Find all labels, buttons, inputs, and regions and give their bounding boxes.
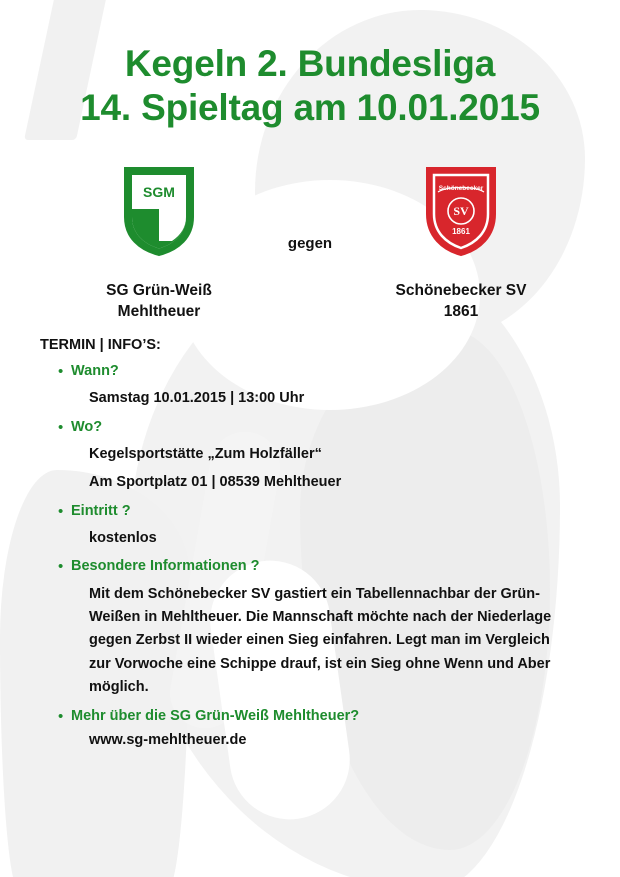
- info-heading: TERMIN | INFO’S:: [40, 337, 161, 354]
- info-item: [58, 708, 580, 726]
- info-answer: Am Sportplatz 01 | 08539 Mehltheuer: [89, 474, 342, 491]
- bullet-icon: •: [58, 418, 64, 436]
- bullet-icon: •: [58, 707, 64, 725]
- ssv-crest-year-text: 1861: [452, 227, 470, 237]
- poster-title: [0, 0, 620, 129]
- info-answer: Samstag 10.01.2015 | 13:00 Uhr: [89, 390, 305, 407]
- info-question: Eintritt ?: [71, 502, 131, 519]
- bullet-icon: •: [58, 558, 64, 576]
- home-team-crest: [64, 157, 254, 265]
- bullet-icon: •: [58, 502, 64, 520]
- website-url[interactable]: www.sg-mehltheuer.de: [89, 731, 247, 748]
- info-answer: kostenlos: [89, 529, 157, 546]
- info-item: [58, 419, 580, 437]
- away-team-crest: [366, 157, 556, 265]
- info-question: Besondere Informationen ?: [71, 558, 260, 575]
- sgm-crest-text: SGM: [143, 184, 175, 201]
- sgm-crest-icon: [122, 165, 196, 257]
- info-item: [58, 503, 580, 521]
- info-item: [58, 558, 580, 576]
- home-team-name-line2: Mehltheuer: [117, 303, 201, 321]
- ssv-crest-icon: [423, 164, 499, 258]
- home-team: [64, 157, 254, 323]
- title-line-1: Kegeln 2. Bundesliga: [124, 43, 496, 84]
- info-section: [0, 337, 620, 751]
- title-line-2: 14. Spieltag am 10.01.2015: [80, 86, 540, 128]
- info-question: Mehr über die SG Grün-Weiß Mehltheuer?: [71, 707, 360, 724]
- info-question: Wo?: [71, 418, 103, 435]
- info-question: Wann?: [71, 363, 119, 380]
- info-answer: Mit dem Schönebecker SV gastiert ein Tabellennachbar der Grün-Weißen in Mehltheuer. Die Mannschaft möchte nach der Niederlage gegen Zerbst II wieder einen Sieg einfahren. Legt man im Vergleich zur Vorwoche eine Schippe drauf, ist ein Sieg ohne Wenn und Aber möglich.: [89, 586, 552, 695]
- bullet-icon: •: [58, 363, 64, 381]
- away-team: [366, 157, 556, 323]
- info-answer: Kegelsportstätte „Zum Holzfäller“: [89, 445, 322, 462]
- versus-label: gegen: [287, 235, 333, 253]
- away-team-name-line2: 1861: [443, 303, 479, 321]
- ssv-crest-mid-text: SV: [453, 204, 469, 219]
- info-item: [58, 363, 580, 381]
- ssv-crest-arc-text: Schönebecker: [438, 185, 484, 193]
- away-team-name-line1: Schönebecker SV: [395, 282, 527, 300]
- away-team-name: [366, 281, 556, 323]
- teams-row: [0, 157, 620, 323]
- home-team-name-line1: SG Grün-Weiß: [106, 282, 212, 300]
- home-team-name: [64, 281, 254, 323]
